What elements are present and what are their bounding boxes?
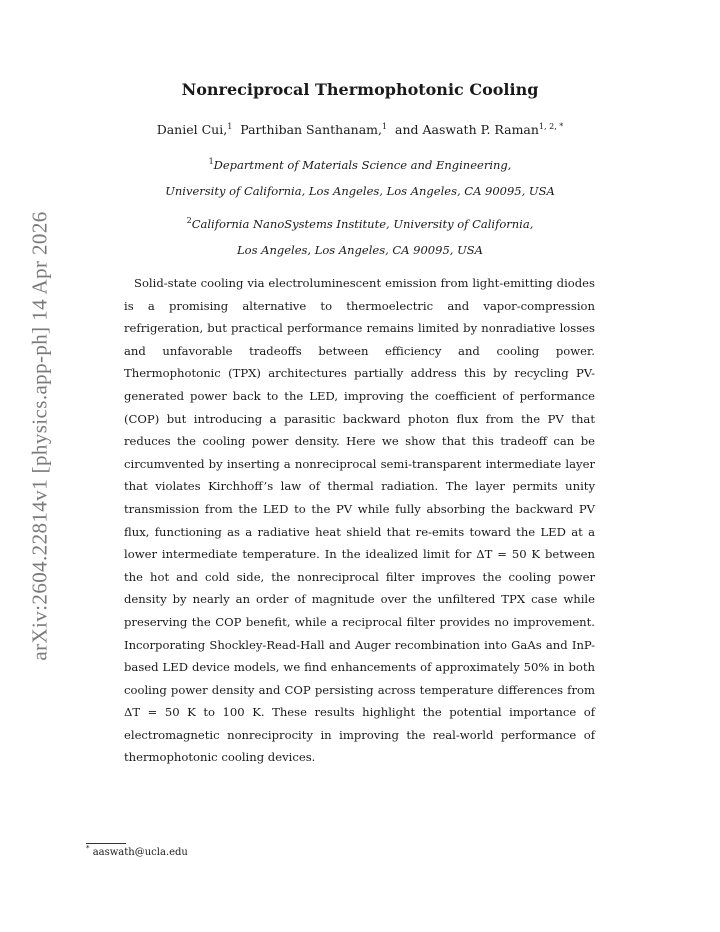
- paper-title: Nonreciprocal Thermophotonic Cooling: [181, 80, 539, 99]
- author-affil-mark: 1: [381, 121, 388, 131]
- affiliation-mark: 2: [186, 216, 192, 226]
- affiliation-1-line-2: University of California, Los Angeles, Los Angeles, CA 90095, USA: [165, 184, 555, 198]
- affiliation-text: Department of Materials Science and Engineering,: [213, 158, 512, 172]
- affiliation-2-line-1: [0, 217, 720, 231]
- arxiv-identifier: arXiv:2604.22814v1 [physics.app-ph] 14 Apr 2026: [27, 211, 52, 661]
- abstract: Solid-state cooling via electroluminescent emission from light-emitting diodes is a promising alternative to thermoelectric and vapor-compression refrigeration, but practical performance remains limited by nonradiative losses and unfavorable tradeoffs between efficiency and cooling power. Thermophotonic (TPX) architectures partially address this by recycling PV-generated power back to the LED, improving the coefficient of performance (COP) but introducing a parasitic backward photon flux from the PV that reduces the cooling power density. Here we show that this tradeoff can be circumvented by inserting a nonreciprocal semi-transparent intermediate layer that violates Kirchhoff’s law of thermal radiation. The layer permits unity transmission from the LED to the PV while fully absorbing the backward PV flux, functioning as a radiative heat shield that re-emits toward the LED at a lower intermediate temperature. In the idealized limit for ΔT = 50 K between the hot and cold side, the nonreciprocal filter improves the cooling power density by nearly an order of magnitude over the unfiltered TPX case while preserving the COP benefit, while a reciprocal filter provides no improvement. Incorporating Shockley-Read-Hall and Auger recombination into GaAs and InP-based LED device models, we find enhancements of approximately 50% in both cooling power density and COP persisting across temperature differences from ΔT = 50 K to 100 K. These results highlight the potential importance of electromagnetic nonreciprocity in improving the real-world performance of thermophotonic cooling devices.: [124, 276, 595, 765]
- footnote-email: aaswath@ucla.edu: [92, 847, 188, 858]
- affiliation-text: California NanoSystems Institute, University of California,: [191, 217, 534, 231]
- affiliation-2-line-2: Los Angeles, Los Angeles, CA 90095, USA: [237, 243, 483, 257]
- author-affil-mark: 1: [227, 121, 233, 131]
- author-affil-mark: 1, 2, *: [538, 121, 564, 131]
- footnote: [86, 844, 188, 858]
- footnote-rule: [86, 843, 126, 844]
- author-name: Parthiban Santhanam,: [240, 122, 382, 137]
- author-name: Daniel Cui,: [156, 122, 228, 137]
- affiliation-mark: 1: [208, 157, 214, 167]
- author-name: and Aaswath P. Raman: [395, 122, 539, 137]
- author-list: [0, 122, 720, 137]
- affiliation-1-line-1: [0, 158, 720, 172]
- footnote-mark: *: [86, 844, 90, 853]
